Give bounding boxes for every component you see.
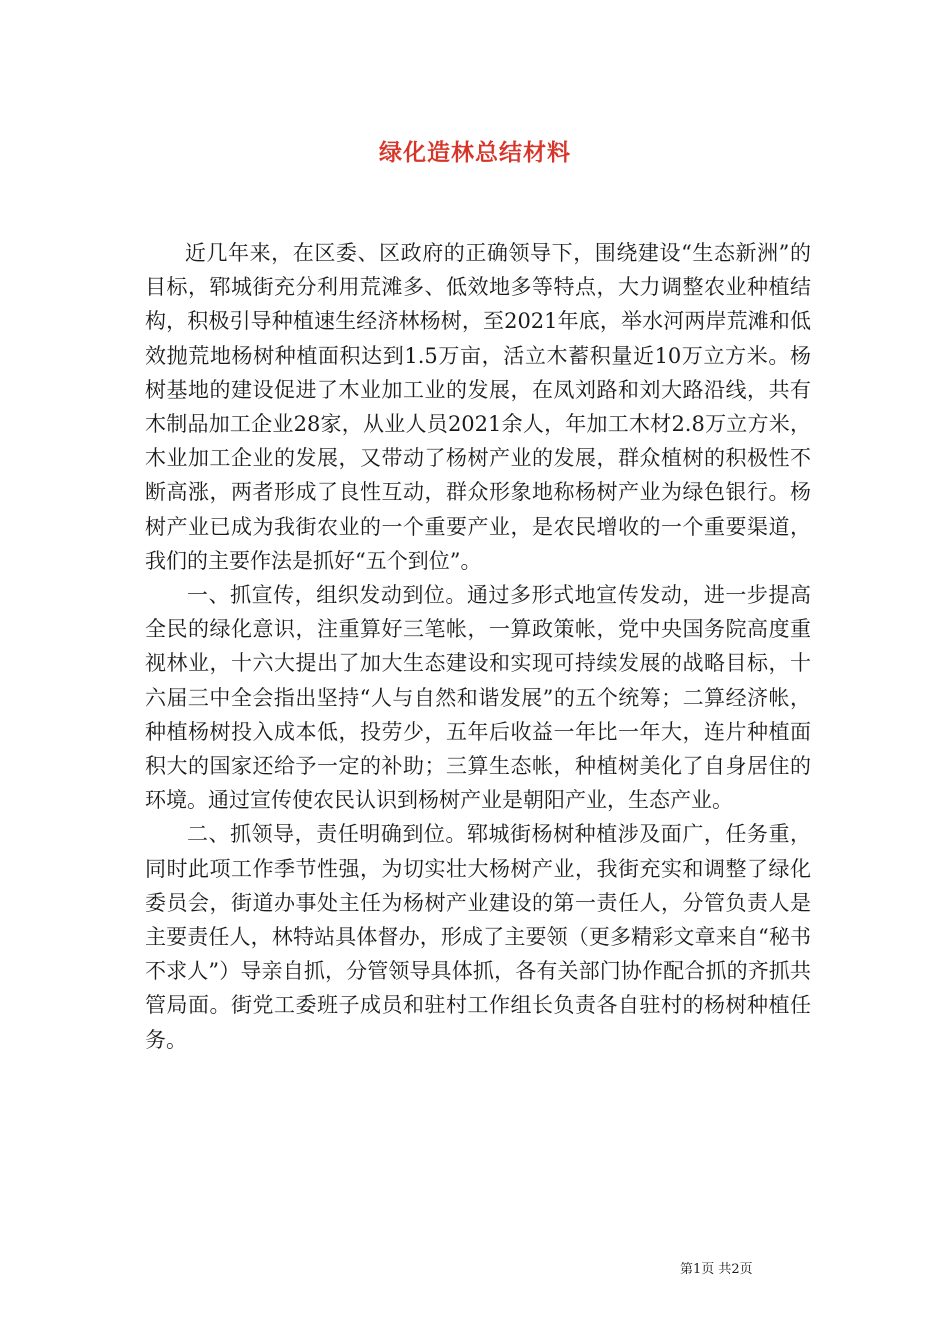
- paragraph-intro: 近几年来，在区委、区政府的正确领导下，围绕建设“生态新洲”的目标，郓城街充分利用荒滩多、低效地多等特点，大力调整农业种植结构，积极引导种植速生经济林杨树，至2021年底，举水河两岸荒滩和低效抛荒地杨树种植面积达到1.5万亩，活立木蓄积量近10万立方米。杨树基地的建设促进了木业加工业的发展，在凤刘路和刘大路沿线，共有木制品加工企业28家，从业人员2021余人，年加工木材2.8万立方米，木业加工企业的发展，又带动了杨树产业的发展，群众植树的积极性不断高涨，两者形成了良性互动，群众形象地称杨树产业为绿色银行。杨树产业已成为我街农业的一个重要产业，是农民增收的一个重要渠道，我们的主要作法是抓好“五个到位”。: [145, 241, 811, 573]
- paragraph-leadership: 二、抓领导，责任明确到位。郓城街杨树种植涉及面广，任务重，同时此项工作季节性强，为切实壮大杨树产业，我街充实和调整了绿化委员会，街道办事处主任为杨树产业建设的第一责任人，分管负责人是主要责任人，林特站具体督办，形成了主要领（更多精彩文章来自“秘书不求人”）导亲自抓，分管领导具体抓，各有关部门协作配合抓的齐抓共管局面。街党工委班子成员和驻村工作组长负责各自驻村的杨树种植任务。: [145, 822, 811, 1052]
- paragraph-publicity: 一、抓宣传，组织发动到位。通过多形式地宣传发动，进一步提高全民的绿化意识，注重算好三笔帐，一算政策帐，党中央国务院高度重视林业，十六大提出了加大生态建设和实现可持续发展的战略目标，十六届三中全会指出坚持“人与自然和谐发展”的五个统筹；二算经济帐，种植杨树投入成本低，投劳少，五年后收益一年比一年大，连片种植面积大的国家还给予一定的补助；三算生态帐，种植树美化了自身居住的环境。通过宣传使农民认识到杨树产业是朝阳产业，生态产业。: [145, 583, 811, 813]
- page-number: 第1页 共2页: [680, 1262, 753, 1277]
- document-body: [145, 236, 811, 1057]
- document-title: 绿化造林总结材料: [379, 139, 571, 166]
